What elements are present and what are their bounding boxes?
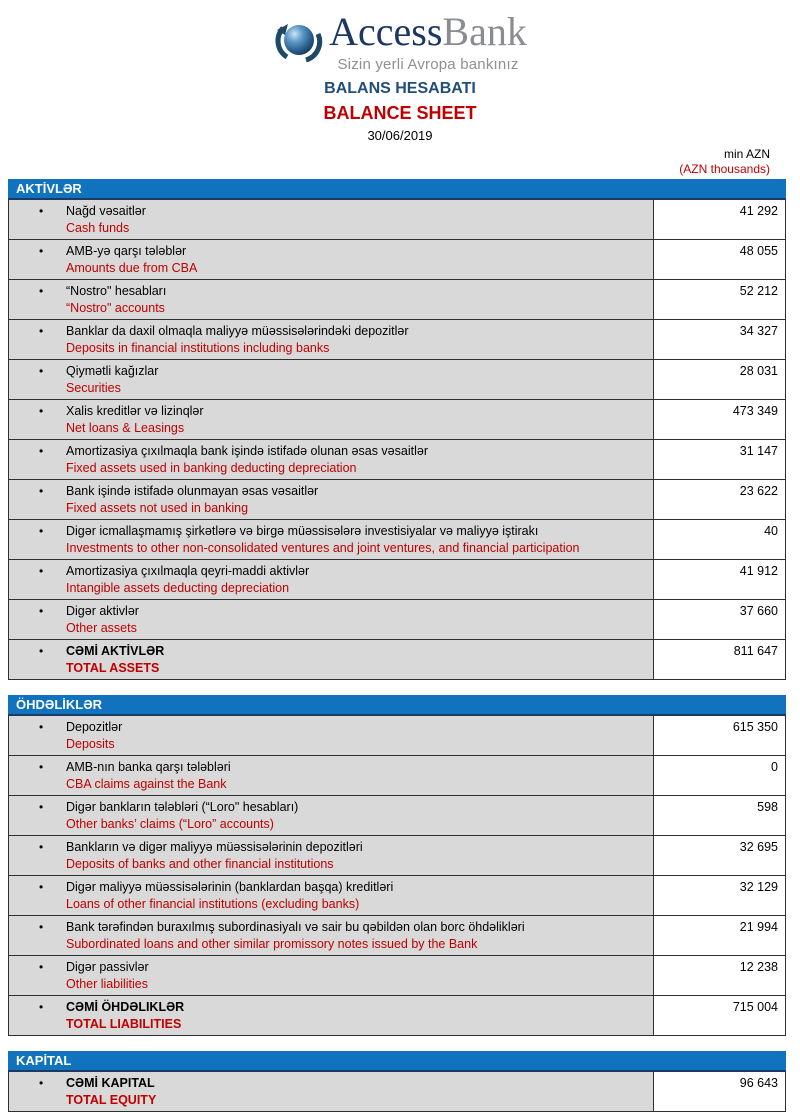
row-texts — [66, 603, 653, 637]
table-row — [9, 319, 785, 359]
row-label-en: Cash funds — [66, 221, 130, 235]
row-texts — [66, 563, 653, 597]
table-row — [9, 639, 785, 679]
section-0 — [8, 179, 786, 680]
table-row — [9, 599, 785, 639]
row-label-cell — [9, 1072, 653, 1111]
bullet-icon: • — [39, 1000, 44, 1014]
row-value: 96 643 — [653, 1072, 785, 1111]
row-value: 473 349 — [653, 400, 785, 439]
row-label-az: AMB-yə qarşı tələblər — [66, 244, 187, 258]
section-header: KAPİTAL — [8, 1051, 786, 1072]
table-row — [9, 835, 785, 875]
row-label-cell — [9, 320, 653, 359]
table-row — [9, 1072, 785, 1111]
row-value: 32 695 — [653, 836, 785, 875]
section-table — [8, 716, 786, 1036]
row-label-en: Other assets — [66, 621, 137, 635]
row-label-en: TOTAL LIABILITIES — [66, 1017, 182, 1031]
row-label-en: Fixed assets not used in banking — [66, 501, 249, 515]
row-texts — [66, 203, 653, 237]
row-label-cell — [9, 560, 653, 599]
row-label-en: Intangible assets deducting depreciation — [66, 581, 290, 595]
row-label-cell — [9, 876, 653, 915]
units-block — [0, 147, 800, 176]
row-texts — [66, 243, 653, 277]
row-texts — [66, 363, 653, 397]
bullet-icon: • — [39, 920, 44, 934]
table-row — [9, 399, 785, 439]
balance-sheet-sections — [8, 179, 786, 1112]
row-label-cell — [9, 600, 653, 639]
brand-tagline: Sizin yerli Avropa bankınız — [337, 56, 519, 73]
section-table — [8, 200, 786, 680]
row-value: 28 031 — [653, 360, 785, 399]
bullet-icon: • — [39, 484, 44, 498]
logo — [0, 0, 800, 73]
row-label-az: Digər passivlər — [66, 960, 149, 974]
row-label-az: CƏMİ AKTİVLƏR — [66, 644, 165, 658]
row-label-en: TOTAL ASSETS — [66, 661, 160, 675]
row-label-en: TOTAL EQUITY — [66, 1093, 157, 1107]
row-label-az: Digər maliyyə müəssisələrinin (banklardan başqa) kreditləri — [66, 880, 394, 894]
row-label-en: Investments to other non-consolidated ventures and joint ventures, and financial participation — [66, 541, 580, 555]
report-title-az: BALANS HESABATI — [324, 80, 476, 97]
bullet-icon: • — [39, 564, 44, 578]
row-label-az: Bank tərəfindən buraxılmış subordinasiyalı və sair bu qəbildən olan borc öhdəlikləri — [66, 920, 525, 934]
row-label-cell — [9, 520, 653, 559]
bullet-icon: • — [39, 840, 44, 854]
row-label-az: Digər bankların tələbləri (“Loro" hesabları) — [66, 800, 299, 814]
unit-label-az: min AZN — [723, 147, 770, 161]
row-label-cell — [9, 200, 653, 239]
row-label-az: Amortizasiya çıxılmaqla qeyri-maddi aktivlər — [66, 564, 310, 578]
row-label-cell — [9, 640, 653, 679]
row-texts — [66, 523, 653, 557]
table-row — [9, 755, 785, 795]
row-label-cell — [9, 440, 653, 479]
row-label-az: CƏMİ KAPITAL — [66, 1076, 155, 1090]
bullet-icon: • — [39, 604, 44, 618]
row-texts — [66, 919, 653, 953]
row-label-en: Securities — [66, 381, 121, 395]
row-label-en: “Nostro" accounts — [66, 301, 165, 315]
row-texts — [66, 323, 653, 357]
row-texts — [66, 443, 653, 477]
row-label-cell — [9, 240, 653, 279]
row-value: 41 292 — [653, 200, 785, 239]
row-label-az: Depozitlər — [66, 720, 123, 734]
row-label-cell — [9, 280, 653, 319]
bullet-icon: • — [39, 644, 44, 658]
row-label-en: Deposits of banks and other financial institutions — [66, 857, 334, 871]
row-label-az: Bankların və digər maliyyə müəssisələrinin depozitləri — [66, 840, 363, 854]
bullet-icon: • — [39, 404, 44, 418]
row-label-cell — [9, 796, 653, 835]
accessbank-globe-icon — [273, 14, 323, 64]
bullet-icon: • — [39, 960, 44, 974]
table-row — [9, 716, 785, 755]
bullet-icon: • — [39, 800, 44, 814]
row-label-az: Bank işində istifadə olunmayan əsas vəsaitlər — [66, 484, 319, 498]
bullet-icon: • — [39, 284, 44, 298]
row-label-en: CBA claims against the Bank — [66, 777, 227, 791]
table-row — [9, 359, 785, 399]
row-value: 811 647 — [653, 640, 785, 679]
table-row — [9, 479, 785, 519]
row-texts — [66, 839, 653, 873]
row-label-cell — [9, 480, 653, 519]
row-value: 12 238 — [653, 956, 785, 995]
row-label-en: Loans of other financial institutions (excluding banks) — [66, 897, 360, 911]
table-row — [9, 875, 785, 915]
bullet-icon: • — [39, 524, 44, 538]
section-header: AKTİVLƏR — [8, 179, 786, 200]
brand-name — [329, 10, 527, 54]
row-value: 32 129 — [653, 876, 785, 915]
row-label-cell — [9, 996, 653, 1035]
row-label-az: Digər aktivlər — [66, 604, 139, 618]
row-value: 48 055 — [653, 240, 785, 279]
table-row — [9, 559, 785, 599]
table-row — [9, 955, 785, 995]
bullet-icon: • — [39, 760, 44, 774]
row-value: 23 622 — [653, 480, 785, 519]
row-label-az: Amortizasiya çıxılmaqla bank işində istifadə olunan əsas vəsaitlər — [66, 444, 428, 458]
row-value: 41 912 — [653, 560, 785, 599]
row-texts — [66, 959, 653, 993]
row-texts — [66, 483, 653, 517]
row-texts — [66, 1075, 653, 1109]
row-value: 40 — [653, 520, 785, 559]
section-1 — [8, 695, 786, 1036]
row-label-az: CƏMİ ÖHDƏLIKLƏR — [66, 1000, 185, 1014]
row-texts — [66, 283, 653, 317]
row-label-az: AMB-nın banka qarşı tələbləri — [66, 760, 231, 774]
table-row — [9, 915, 785, 955]
row-label-en: Amounts due from CBA — [66, 261, 198, 275]
row-value: 21 994 — [653, 916, 785, 955]
row-label-en: Deposits — [66, 737, 115, 751]
bullet-icon: • — [39, 204, 44, 218]
table-row — [9, 279, 785, 319]
unit-label-en: (AZN thousands) — [679, 162, 770, 176]
row-label-cell — [9, 956, 653, 995]
row-value: 52 212 — [653, 280, 785, 319]
row-label-en: Net loans & Leasings — [66, 421, 185, 435]
row-label-en: Fixed assets used in banking deducting depreciation — [66, 461, 357, 475]
row-label-cell — [9, 716, 653, 755]
row-label-en: Subordinated loans and other similar promissory notes issued by the Bank — [66, 937, 478, 951]
row-label-az: Banklar da daxil olmaqla maliyyə müəssisələrindəki depozitlər — [66, 324, 409, 338]
row-texts — [66, 879, 653, 913]
report-date: 30/06/2019 — [367, 128, 433, 143]
row-label-cell — [9, 400, 653, 439]
table-row — [9, 239, 785, 279]
table-row — [9, 795, 785, 835]
bullet-icon: • — [39, 324, 44, 338]
row-texts — [66, 643, 653, 677]
bullet-icon: • — [39, 720, 44, 734]
row-value: 598 — [653, 796, 785, 835]
row-texts — [66, 403, 653, 437]
row-value: 715 004 — [653, 996, 785, 1035]
section-header: ÖHDƏLİKLƏR — [8, 695, 786, 716]
bullet-icon: • — [39, 1076, 44, 1090]
brand-access: Access — [329, 9, 443, 54]
row-label-cell — [9, 756, 653, 795]
section-table — [8, 1072, 786, 1112]
row-label-az: Qiymətli kağızlar — [66, 364, 159, 378]
row-texts — [66, 799, 653, 833]
table-row — [9, 995, 785, 1035]
section-2 — [8, 1051, 786, 1112]
table-row — [9, 439, 785, 479]
row-texts — [66, 759, 653, 793]
row-label-cell — [9, 360, 653, 399]
bullet-icon: • — [39, 364, 44, 378]
row-label-cell — [9, 836, 653, 875]
row-value: 0 — [653, 756, 785, 795]
row-label-cell — [9, 916, 653, 955]
row-label-az: Xalis kreditlər və lizinqlər — [66, 404, 204, 418]
bullet-icon: • — [39, 444, 44, 458]
row-value: 34 327 — [653, 320, 785, 359]
bullet-icon: • — [39, 880, 44, 894]
row-label-en: Other liabilities — [66, 977, 148, 991]
row-label-en: Deposits in financial institutions including banks — [66, 341, 330, 355]
row-label-az: Nağd vəsaitlər — [66, 204, 146, 218]
table-row — [9, 519, 785, 559]
row-texts — [66, 719, 653, 753]
row-value: 31 147 — [653, 440, 785, 479]
row-value: 615 350 — [653, 716, 785, 755]
table-row — [9, 200, 785, 239]
report-title-en: BALANCE SHEET — [323, 103, 477, 123]
brand-bank: Bank — [442, 9, 527, 54]
row-label-en: Other banks’ claims (“Loro” accounts) — [66, 817, 274, 831]
row-texts — [66, 999, 653, 1033]
row-label-az: Digər icmallaşmamış şirkətlərə və birgə müəssisələrə investisiyalar və maliyyə iştirakı — [66, 524, 539, 538]
bullet-icon: • — [39, 244, 44, 258]
row-value: 37 660 — [653, 600, 785, 639]
row-label-az: “Nostro" hesabları — [66, 284, 167, 298]
